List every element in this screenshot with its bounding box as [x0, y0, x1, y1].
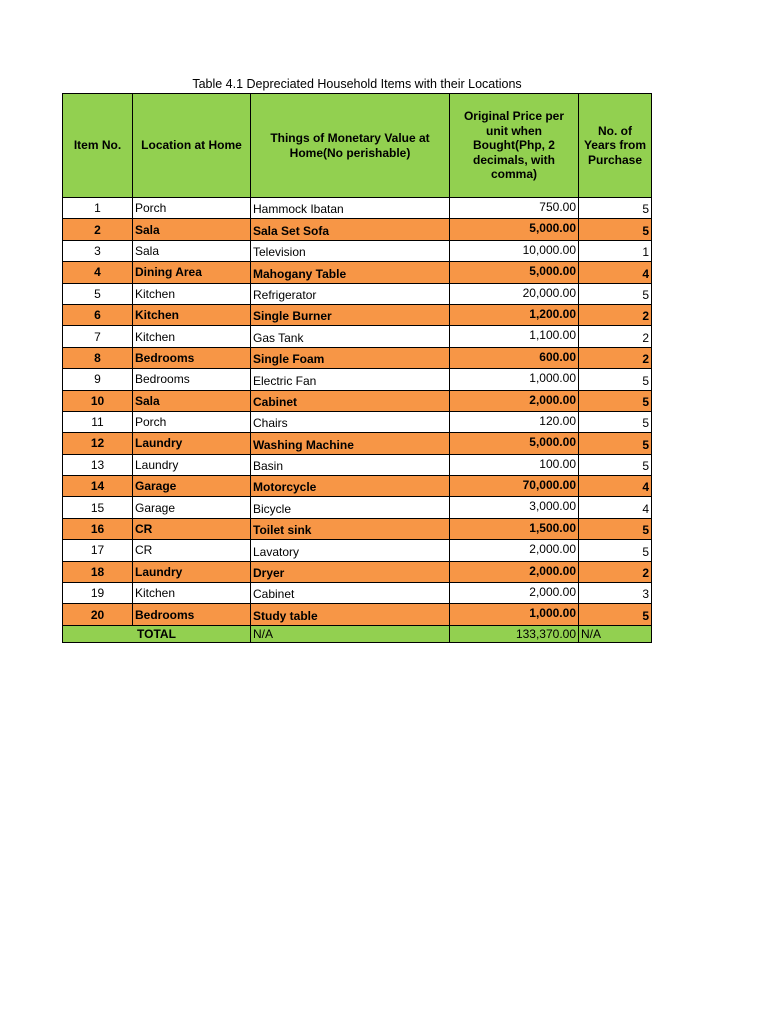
- cell-item: Cabinet: [251, 583, 450, 604]
- cell-years: 4: [579, 262, 652, 283]
- cell-item-no: 9: [63, 369, 133, 390]
- total-things: N/A: [251, 625, 450, 642]
- cell-location: Kitchen: [133, 326, 251, 347]
- cell-item-no: 12: [63, 433, 133, 454]
- cell-price: 5,000.00: [450, 262, 579, 283]
- cell-location: Garage: [133, 497, 251, 518]
- cell-location: Bedrooms: [133, 604, 251, 625]
- cell-location: Dining Area: [133, 262, 251, 283]
- cell-years: 2: [579, 304, 652, 325]
- cell-item-no: 19: [63, 583, 133, 604]
- cell-years: 5: [579, 604, 652, 625]
- cell-price: 100.00: [450, 454, 579, 475]
- table-row: [63, 433, 652, 454]
- cell-item-no: 8: [63, 347, 133, 368]
- cell-item: Lavatory: [251, 540, 450, 561]
- cell-item-no: 7: [63, 326, 133, 347]
- cell-location: Porch: [133, 411, 251, 432]
- cell-price: 1,100.00: [450, 326, 579, 347]
- table-row: [63, 262, 652, 283]
- header-things: Things of Monetary Value at Home(No perishable): [251, 94, 450, 198]
- cell-years: 5: [579, 518, 652, 539]
- cell-item: Washing Machine: [251, 433, 450, 454]
- cell-price: 1,200.00: [450, 304, 579, 325]
- cell-location: Sala: [133, 219, 251, 240]
- table-row: [63, 583, 652, 604]
- cell-location: Laundry: [133, 561, 251, 582]
- cell-years: 5: [579, 369, 652, 390]
- cell-years: 3: [579, 583, 652, 604]
- cell-location: Kitchen: [133, 304, 251, 325]
- table-caption: Table 4.1 Depreciated Household Items with their Locations: [192, 77, 522, 91]
- table-row: [63, 561, 652, 582]
- cell-item: Refrigerator: [251, 283, 450, 304]
- cell-location: Kitchen: [133, 583, 251, 604]
- cell-item: Toilet sink: [251, 518, 450, 539]
- cell-price: 10,000.00: [450, 240, 579, 261]
- cell-item-no: 6: [63, 304, 133, 325]
- cell-location: Laundry: [133, 433, 251, 454]
- cell-item-no: 14: [63, 476, 133, 497]
- header-row: [63, 94, 652, 198]
- header-price: Original Price per unit when Bought(Php, 2 decimals, with comma): [450, 94, 579, 198]
- cell-location: Sala: [133, 240, 251, 261]
- cell-price: 5,000.00: [450, 219, 579, 240]
- header-item-no: Item No.: [63, 94, 133, 198]
- cell-years: 2: [579, 347, 652, 368]
- cell-item-no: 5: [63, 283, 133, 304]
- cell-price: 600.00: [450, 347, 579, 368]
- table-row: [63, 454, 652, 475]
- cell-item-no: 13: [63, 454, 133, 475]
- cell-years: 4: [579, 476, 652, 497]
- cell-item-no: 4: [63, 262, 133, 283]
- cell-location: Bedrooms: [133, 347, 251, 368]
- cell-item-no: 1: [63, 198, 133, 219]
- cell-item: Single Burner: [251, 304, 450, 325]
- cell-item: Sala Set Sofa: [251, 219, 450, 240]
- cell-item-no: 10: [63, 390, 133, 411]
- total-row: [63, 625, 652, 642]
- cell-price: 2,000.00: [450, 583, 579, 604]
- cell-item: Study table: [251, 604, 450, 625]
- cell-location: CR: [133, 518, 251, 539]
- cell-item: Motorcycle: [251, 476, 450, 497]
- table-row: [63, 497, 652, 518]
- cell-price: 1,000.00: [450, 604, 579, 625]
- cell-price: 2,000.00: [450, 390, 579, 411]
- cell-price: 2,000.00: [450, 561, 579, 582]
- cell-price: 20,000.00: [450, 283, 579, 304]
- table-row: [63, 518, 652, 539]
- cell-item: Television: [251, 240, 450, 261]
- table-row: [63, 219, 652, 240]
- cell-price: 1,000.00: [450, 369, 579, 390]
- cell-item-no: 15: [63, 497, 133, 518]
- cell-location: Porch: [133, 198, 251, 219]
- cell-item: Cabinet: [251, 390, 450, 411]
- cell-item: Bicycle: [251, 497, 450, 518]
- table-row: [63, 604, 652, 625]
- cell-price: 5,000.00: [450, 433, 579, 454]
- cell-price: 750.00: [450, 198, 579, 219]
- cell-item: Electric Fan: [251, 369, 450, 390]
- cell-location: Laundry: [133, 454, 251, 475]
- cell-price: 2,000.00: [450, 540, 579, 561]
- table-row: [63, 476, 652, 497]
- cell-years: 2: [579, 326, 652, 347]
- cell-item-no: 11: [63, 411, 133, 432]
- table-row: [63, 326, 652, 347]
- table-row: [63, 369, 652, 390]
- cell-location: Sala: [133, 390, 251, 411]
- total-label: TOTAL: [63, 625, 251, 642]
- cell-years: 5: [579, 540, 652, 561]
- table-row: [63, 304, 652, 325]
- cell-item: Mahogany Table: [251, 262, 450, 283]
- table-row: [63, 347, 652, 368]
- cell-price: 70,000.00: [450, 476, 579, 497]
- cell-item: Hammock Ibatan: [251, 198, 450, 219]
- cell-location: Kitchen: [133, 283, 251, 304]
- cell-location: Garage: [133, 476, 251, 497]
- cell-years: 5: [579, 433, 652, 454]
- table-body: [63, 198, 652, 626]
- table-row: [63, 390, 652, 411]
- cell-location: CR: [133, 540, 251, 561]
- cell-item-no: 20: [63, 604, 133, 625]
- table-row: [63, 411, 652, 432]
- table-row: [63, 540, 652, 561]
- cell-price: 1,500.00: [450, 518, 579, 539]
- cell-item: Basin: [251, 454, 450, 475]
- cell-years: 5: [579, 390, 652, 411]
- cell-item: Single Foam: [251, 347, 450, 368]
- cell-item-no: 16: [63, 518, 133, 539]
- header-location: Location at Home: [133, 94, 251, 198]
- table-row: [63, 283, 652, 304]
- cell-item: Chairs: [251, 411, 450, 432]
- cell-item: Gas Tank: [251, 326, 450, 347]
- cell-years: 5: [579, 283, 652, 304]
- cell-years: 5: [579, 411, 652, 432]
- table-row: [63, 240, 652, 261]
- cell-years: 5: [579, 454, 652, 475]
- cell-price: 3,000.00: [450, 497, 579, 518]
- items-table: [62, 93, 652, 643]
- cell-item-no: 18: [63, 561, 133, 582]
- cell-item: Dryer: [251, 561, 450, 582]
- cell-years: 5: [579, 219, 652, 240]
- cell-years: 5: [579, 198, 652, 219]
- header-years: No. of Years from Purchase: [579, 94, 652, 198]
- cell-item-no: 3: [63, 240, 133, 261]
- cell-location: Bedrooms: [133, 369, 251, 390]
- cell-item-no: 2: [63, 219, 133, 240]
- table-row: [63, 198, 652, 219]
- cell-years: 1: [579, 240, 652, 261]
- cell-years: 4: [579, 497, 652, 518]
- total-years: N/A: [579, 625, 652, 642]
- cell-price: 120.00: [450, 411, 579, 432]
- cell-item-no: 17: [63, 540, 133, 561]
- total-price: 133,370.00: [450, 625, 579, 642]
- cell-years: 2: [579, 561, 652, 582]
